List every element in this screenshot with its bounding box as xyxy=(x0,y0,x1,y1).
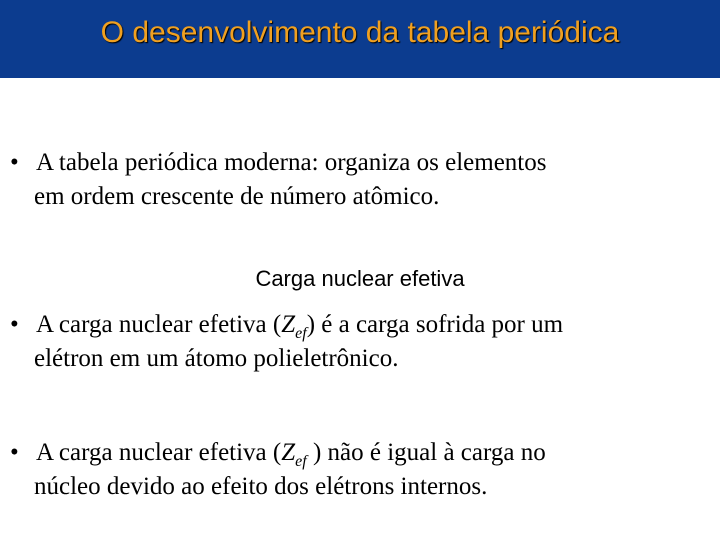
bullet-continuation: em ordem crescente de número atômico. xyxy=(34,182,440,210)
bullet-continuation: núcleo devido ao efeito dos elétrons internos. xyxy=(34,472,488,500)
bullet-text-after: ) é a carga sofrida por um xyxy=(306,311,564,338)
bullet-marker: • xyxy=(10,311,19,338)
bullet-text: A carga nuclear efetiva ( xyxy=(36,439,282,466)
bullet-item-2 xyxy=(8,308,714,376)
bullet-marker: • xyxy=(10,149,19,176)
z-symbol: Z xyxy=(281,311,296,338)
bullet-continuation: elétron em um átomo polieletrônico. xyxy=(34,344,399,372)
slide-title: O desenvolvimento da tabela periódica xyxy=(100,16,620,49)
bullet-line xyxy=(8,146,714,180)
z-subscript: ef xyxy=(295,325,307,342)
bullet-item-3 xyxy=(8,436,714,504)
title-bar xyxy=(0,0,720,78)
section-heading: Carga nuclear efetiva xyxy=(255,266,465,291)
z-symbol: Z xyxy=(281,439,296,466)
bullet-text: A carga nuclear efetiva ( xyxy=(36,311,282,338)
bullet-line xyxy=(8,436,714,470)
bullet-item-1 xyxy=(8,146,714,214)
bullet-line xyxy=(8,308,714,342)
bullet-text-after: ) não é igual à carga no xyxy=(306,439,546,466)
z-subscript: ef xyxy=(295,453,307,470)
bullet-marker: • xyxy=(10,439,19,466)
bullet-text: A tabela periódica moderna: organiza os elementos xyxy=(36,149,547,176)
